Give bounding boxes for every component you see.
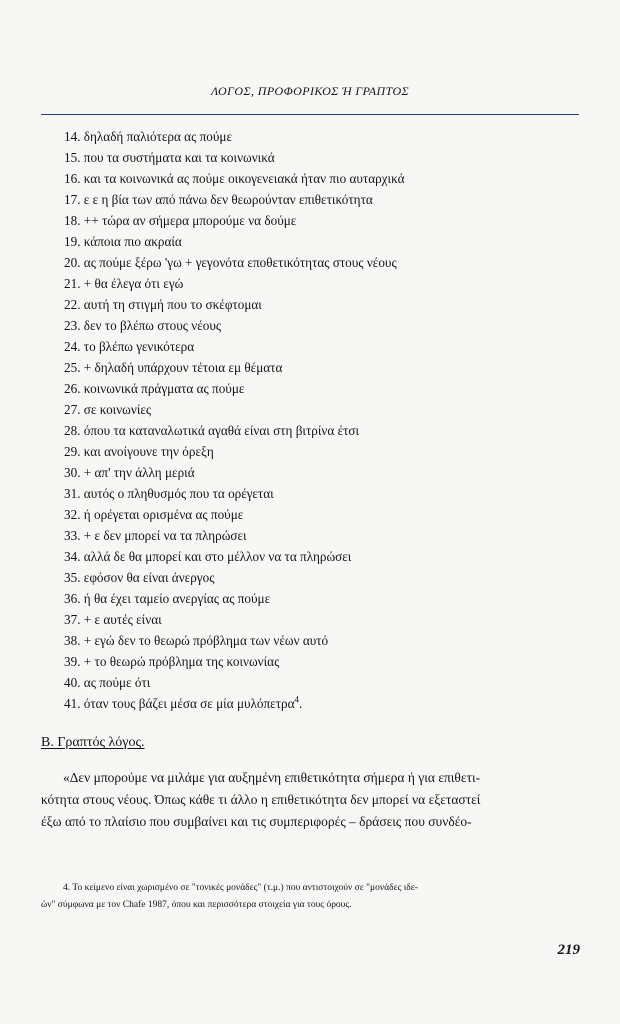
transcript-line: 15. που τα συστήματα και τα κοινωνικά xyxy=(64,150,275,165)
transcript-line: 39. + το θεωρώ πρόβλημα της κοινωνίας xyxy=(64,654,280,669)
transcript-line: 28. όπου τα καταναλωτικά αγαθά είναι στη βιτρίνα έτσι xyxy=(64,423,360,438)
transcript-line: 25. + δηλαδή υπάρχουν τέτοια εμ θέματα xyxy=(64,360,283,375)
footnote-reference: 4 xyxy=(294,694,300,705)
quote-line: έξω από το πλαίσιο που συμβαίνει και τις συμπεριφορές – δράσεις που συνδέο- xyxy=(41,814,472,829)
transcript-line: 31. αυτός ο πληθυσμός που τα ορέγεται xyxy=(64,486,274,501)
transcript-line: 32. ή ορέγεται ορισμένα ας πούμε xyxy=(64,507,244,522)
footnote-line: ών" σύμφωνα με τον Chafe 1987, όπου και περισσότερα στοιχεία για τους όρους. xyxy=(41,900,352,910)
header-rule xyxy=(41,114,579,115)
transcript-line: 26. κοινωνικά πράγματα ας πούμε xyxy=(64,381,245,396)
transcript-line: 21. + θα έλεγα ότι εγώ xyxy=(64,276,184,291)
transcript-line: 29. και ανοίγουνε την όρεξη xyxy=(64,444,214,459)
footnote xyxy=(41,880,578,914)
quote-line: κότητα στους νέους. Όπως κάθε τι άλλο η επιθετικότητα δεν μπορεί να εξεταστεί xyxy=(41,792,481,807)
transcript-line-last xyxy=(64,693,584,714)
quote-paragraph xyxy=(41,767,578,833)
transcript-line: 34. αλλά δε θα μπορεί και στο μέλλον να τα πληρώσει xyxy=(64,549,352,564)
page-number: 219 xyxy=(557,942,580,958)
section-heading: Β. Γραπτός λόγος. xyxy=(41,735,145,750)
quote-line: «Δεν μπορούμε να μιλάμε για αυξημένη επιθετικότητα σήμερα ή για επιθετι- xyxy=(63,770,481,785)
transcript-line: 30. + απ' την άλλη μεριά xyxy=(64,465,195,480)
transcript-line: 35. εφόσον θα είναι άνεργος xyxy=(64,570,215,585)
transcript-line: 22. αυτή τη στιγμή που το σκέφτομαι xyxy=(64,297,262,312)
line-end-period: . xyxy=(299,696,303,711)
transcript-line: 37. + ε αυτές είναι xyxy=(64,612,162,627)
transcript-line: 40. ας πούμε ότι xyxy=(64,675,151,690)
transcript-line: 38. + εγώ δεν το θεωρώ πρόβλημα των νέων αυτό xyxy=(64,633,329,648)
transcript-list xyxy=(64,126,584,714)
transcript-line: 17. ε ε η βία των από πάνω δεν θεωρούνταν επιθετικότητα xyxy=(64,192,373,207)
transcript-line: 20. ας πούμε ξέρω 'γω + γεγονότα εποθετικότητας στους νέους xyxy=(64,255,397,270)
transcript-line: 18. ++ τώρα αν σήμερα μπορούμε να δούμε xyxy=(64,213,297,228)
transcript-line: 24. το βλέπω γενικότερα xyxy=(64,339,195,354)
transcript-line: 27. σε κοινωνίες xyxy=(64,402,152,417)
transcript-line: 23. δεν το βλέπω στους νέους xyxy=(64,318,222,333)
footnote-line: 4. Το κείμενο είναι χωρισμένο σε "τονικές μονάδες" (τ.μ.) που αντιστοιχούν σε "μονάδες ιδε- xyxy=(63,883,418,893)
transcript-line-text: 41. όταν τους βάζει μέσα σε μία μυλόπετρα xyxy=(64,696,295,711)
running-head: ΛΟΓΟΣ, ΠΡΟΦΟΡΙΚΟΣ Ή ΓΡΑΠΤΟΣ xyxy=(210,84,410,98)
transcript-line: 33. + ε δεν μπορεί να τα πληρώσει xyxy=(64,528,247,543)
transcript-line: 36. ή θα έχει ταμείο ανεργίας ας πούμε xyxy=(64,591,271,606)
transcript-line: 14. δηλαδή παλιότερα ας πούμε xyxy=(64,129,232,144)
transcript-line: 19. κάποια πιο ακραία xyxy=(64,234,182,249)
transcript-line: 16. και τα κοινωνικά ας πούμε οικογενειακά ήταν πιο αυταρχικά xyxy=(64,171,405,186)
